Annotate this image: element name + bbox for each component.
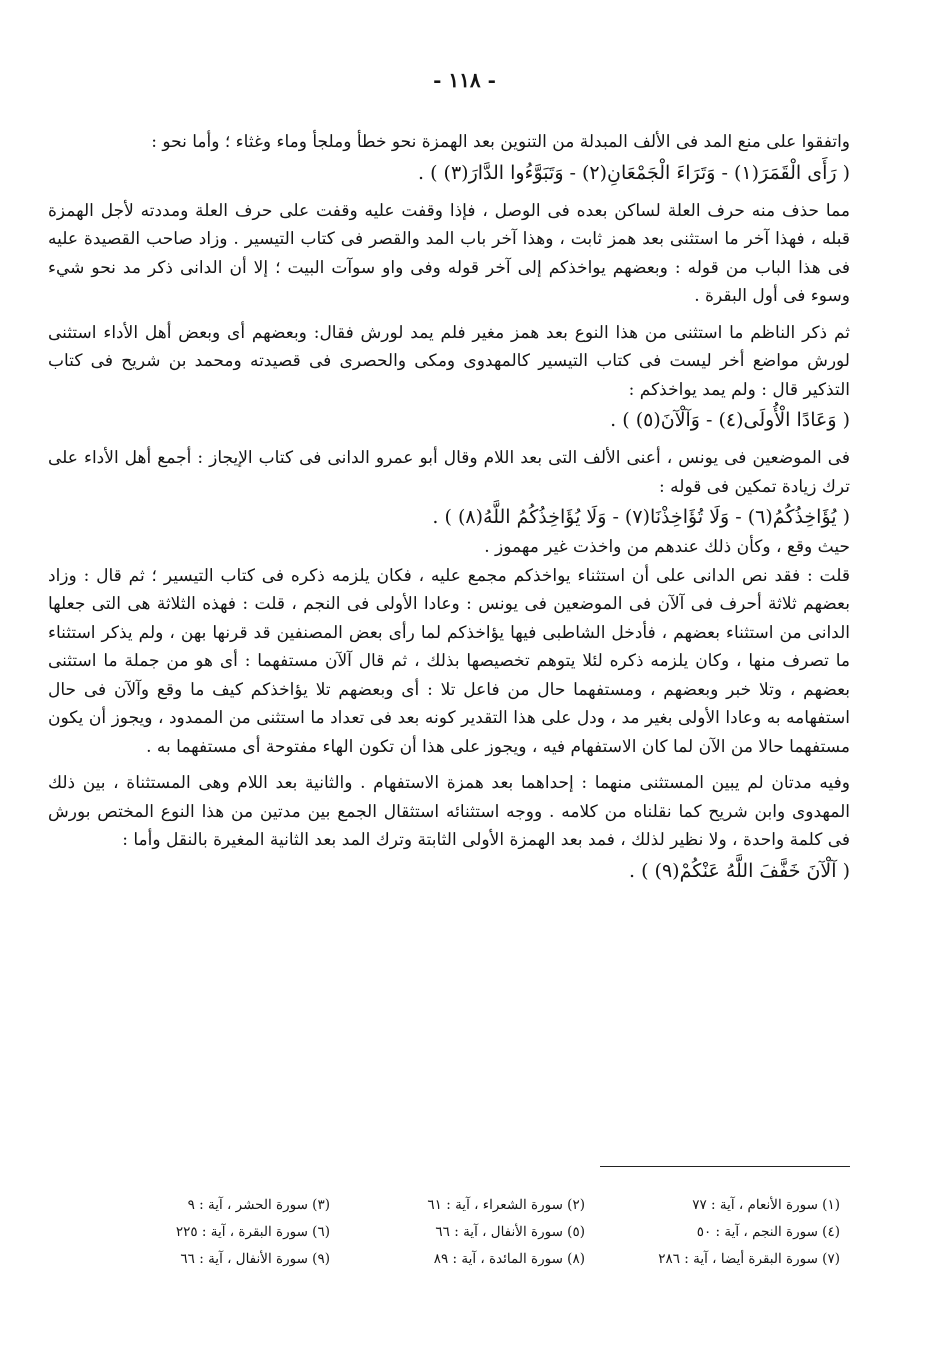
verse-4: ( آلْآنَ خَفَّفَ اللَّهُ عَنْكُمْ(٩) ) . — [629, 859, 850, 882]
paragraph-7: وفيه مدتان لم يبين المستثنى منهما : إحداهما بعد همزة الاستفهام . والثانية بعد اللام وهى المستثناة ، بين ذلك المهدوى وابن شريح كما نقلناه من كلامه . ووجه استثنائه استثقال الجمع بين مدتين من هذا النوع المختص بورش فى كلمة واحدة ، ولا نظير لذلك ، فمد بعد الهمزة الأولى الثابتة وترك المد بعد الثانية المغيرة بالنقل وأما : — [48, 773, 850, 850]
footnote-4: (٤) سورة النجم ، آية : ٥٠ — [696, 1224, 840, 1240]
footnote-9: (٩) سورة الأنفال ، آية : ٦٦ — [180, 1251, 330, 1267]
page-number: - ١١٨ - — [433, 68, 496, 92]
footnote-1: (١) سورة الأنعام ، آية : ٧٧ — [692, 1197, 840, 1213]
paragraph-3: ثم ذكر الناظم ما استثنى من هذا النوع بعد همز مغير فلم يمد لورش فقال: وبعضهم أى وبعض أهل الأداء استثنى لورش مواضع أخر ليست فى كتاب التيسير كالمهدوى ومكى والحصرى فى قصيدته ومحمد بن شريح فى كتاب التذكير قال : ولم يمد يواخذكم : — [48, 322, 850, 400]
footnotes — [90, 1192, 840, 1273]
paragraph-1: واتفقوا على منع المد فى الألف المبدلة من التنوين بعد الهمزة نحو خطأ وملجأ وماء وغثاء ؛ وأما نحو : — [151, 132, 850, 152]
paragraph-4: فى الموضعين فى يونس ، أعنى الألف التى بعد اللام وقال أبو عمرو الدانى فى كتاب الإيجاز : أجمع أهل الأداء على ترك زيادة تمكين فى قوله : — [48, 448, 850, 497]
footnote-8: (٨) سورة المائدة ، آية : ٨٩ — [433, 1251, 585, 1267]
footnote-row — [90, 1192, 840, 1219]
verse-1: ( رَأَى الْقَمَرَ(١) - وَتَرَاءَ الْجَمْعَانِ(٢) - وَتَبَوَّءُوا الدَّارَ(٣) ) . — [417, 161, 850, 184]
footnote-divider — [600, 1166, 850, 1167]
footnote-7: (٧) سورة البقرة أيضا ، آية : ٢٨٦ — [658, 1251, 840, 1267]
paragraph-6: قلت : فقد نص الدانى على أن استثناء يواخذكم مجمع عليه ، فكان يلزمه ذكره فى كتاب التيسير ؛ ثم قال : وزاد بعضهم ثلاثة أحرف فى آلآن فى الموضعين فى يونس : وعادا الأولى فى النجم ، قلت : فهذه الثلاثة هى التى جعلها الدانى من استثناء بعضهم ، فأدخل الشاطبى فيها يؤاخذكم لما رأى بعض المصنفين قد قرنها بهن ، ولم يذكر استثناء ما تصرف منها ، وكان يلزمه ذكره لئلا يتوهم تخصيصها بذلك ، ثم قال آلآن مستفهما : أى هو من جملة ما استثنى بعضهم ، وتلا خبر وبعضهم ، ومستفهما حال من فاعل تلا : أى وبعضهم تلا يؤاخذكم كيف ما وقع وآلآن فى حال استفهامه به وعادا الأولى بغير مد ، ودل على هذا التقدير كونه بعد فى تعداد ما استثنى من الممدود ، ويجوز أن يكون مستفهما حالا من الآن لما كان الاستفهام فيه ، ويجوز على هذا أن تكون الهاء مفتوحة أى مستفهما به . — [48, 565, 850, 757]
footnote-3: (٣) سورة الحشر ، آية : ٩ — [187, 1197, 330, 1213]
verse-2: ( وَعَادًا الْأُولَى(٤) - وَآلْآنَ(٥) ) . — [610, 409, 850, 431]
paragraph-2: مما حذف منه حرف العلة لساكن بعده فى الوصل ، فإذا وقفت عليه وقفت على حرف العلة ومددته لأجل الهمزة قبله ، فهذا آخر ما استثنى بعد همز ثابت ، وهذا آخر باب المد والقصر فى كتاب التيسير . وزاد صاحب القصيدة عليه فى هذا الباب من قوله : وبعضهم يواخذكم إلى آخر قوله وفى واو سوآت البيت ؛ إلا أن الدانى ذكر مد نحو شيء وسوء فى أول البقرة . — [48, 200, 850, 306]
footnote-2: (٢) سورة الشعراء ، آية : ٦١ — [427, 1197, 585, 1213]
footnote-row — [90, 1246, 840, 1273]
footnote-row — [90, 1219, 840, 1246]
verse-3: ( يُؤَاخِذُكُمُ(٦) - وَلَا تُؤَاخِذْنَا(٧) - وَلَا يُؤَاخِذُكُمُ اللَّهُ(٨) ) . — [432, 506, 850, 528]
footnote-6: (٦) سورة البقرة ، آية : ٢٢٥ — [175, 1224, 330, 1240]
footnote-5: (٥) سورة الأنفال ، آية : ٦٦ — [435, 1224, 585, 1240]
paragraph-5: حيث وقع ، وكأن ذلك عندهم من واخذت غير مهموز . — [484, 537, 850, 557]
body-text — [48, 128, 850, 887]
